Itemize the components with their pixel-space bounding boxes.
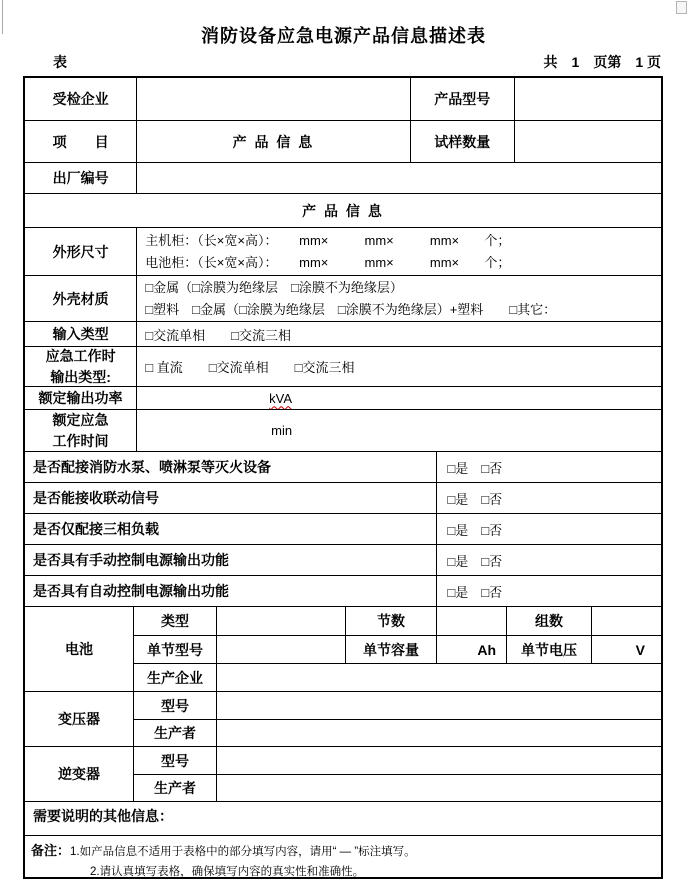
battery-cell-count-label: 节数 <box>345 607 436 635</box>
row-input-type <box>25 321 661 346</box>
page-edge-artifact-right <box>676 1 687 14</box>
dimensions-battery-cabinet-line[interactable]: 电池柜：（长×宽×高）： mm× mm× mm× 个； <box>145 254 511 270</box>
battery-type-value-cell[interactable] <box>216 607 345 635</box>
remarks-line-2: 2.请认真填写表格，确保填写内容的真实性和准确性。 <box>90 865 365 878</box>
question-auto-control-label: 是否具有自动控制电源输出功能 <box>33 583 229 599</box>
battery-cell-capacity-unit[interactable]: Ah <box>436 636 506 663</box>
casing-material-label: 外壳材质 <box>52 290 109 307</box>
inverter-group-label: 逆变器 <box>58 766 100 782</box>
inspected-company-label: 受检企业 <box>52 91 109 107</box>
inverter-producer-label: 生产者 <box>133 775 216 801</box>
rated-output-power-label: 额定输出功率 <box>38 390 123 406</box>
table-meta-line <box>23 52 663 72</box>
question-three-phase-load-label: 是否仅配接三相负载 <box>33 521 159 537</box>
row-inspected-company <box>25 78 661 120</box>
battery-group-count-label: 组数 <box>506 607 591 635</box>
row-question-manual-control <box>25 544 661 575</box>
row-casing-material <box>25 275 661 321</box>
inverter-model-label: 型号 <box>133 747 216 774</box>
row-other-info <box>25 801 661 835</box>
inspected-company-value-cell[interactable] <box>136 78 409 120</box>
rated-emergency-time-label-line2: 工作时间 <box>52 432 109 449</box>
remarks-block <box>25 836 661 877</box>
section-banner: 产 品 信 息 <box>302 202 384 219</box>
row-factory-number <box>25 162 661 193</box>
product-model-label: 产品型号 <box>410 78 514 120</box>
transformer-model-value-cell[interactable] <box>216 692 661 719</box>
question-fire-pump-label: 是否配接消防水泵、喷淋泵等灭火设备 <box>33 459 271 475</box>
row-item <box>25 120 661 162</box>
battery-cell-model-label: 单节型号 <box>133 636 216 663</box>
battery-cell-model-value-cell[interactable] <box>216 636 345 663</box>
rated-emergency-time-label-line1: 额定应急 <box>52 412 109 429</box>
transformer-producer-label: 生产者 <box>133 720 216 746</box>
factory-number-value-cell[interactable] <box>136 163 661 193</box>
factory-number-label: 出厂编号 <box>52 170 109 186</box>
dimensions-main-cabinet-line[interactable]: 主机柜：（长×宽×高）： mm× mm× mm× 个； <box>145 233 511 249</box>
transformer-model-label: 型号 <box>133 692 216 719</box>
item-value: 产 品 信 息 <box>136 121 409 162</box>
row-rated-output-power <box>25 386 661 409</box>
battery-cell-capacity-label: 单节容量 <box>345 636 436 663</box>
row-output-type <box>25 346 661 386</box>
sample-quantity-label: 试样数量 <box>410 121 514 162</box>
table-prefix-label: 表 <box>53 54 67 70</box>
battery-manufacturer-label: 生产企业 <box>133 664 216 691</box>
inverter-model-value-cell[interactable] <box>216 747 661 774</box>
battery-group-label: 电池 <box>65 641 93 657</box>
question-fire-pump-answer[interactable]: □是 □否 <box>436 452 661 482</box>
other-info-label[interactable]: 需要说明的其他信息： <box>33 808 173 824</box>
page-title: 消防设备应急电源产品信息描述表 <box>201 26 486 46</box>
output-type-label-line2: 输出类型: <box>50 368 111 385</box>
product-model-value-cell[interactable] <box>514 78 661 120</box>
dimensions-label: 外形尺寸 <box>52 243 109 260</box>
casing-option-line-2[interactable]: □塑料 □金属（□涂膜为绝缘层 □涂膜不为绝缘层）+塑料 □其它： <box>145 301 557 317</box>
question-linkage-signal-label: 是否能接收联动信号 <box>33 490 159 506</box>
battery-group-count-value-cell[interactable] <box>591 607 661 635</box>
question-manual-control-label: 是否具有手动控制电源输出功能 <box>33 552 229 568</box>
sample-quantity-value-cell[interactable] <box>514 121 661 162</box>
row-question-three-phase-load <box>25 513 661 544</box>
section-battery <box>25 606 661 691</box>
remarks-label: 备注： <box>31 843 71 858</box>
battery-cell-count-value-cell[interactable] <box>436 607 506 635</box>
transformer-group-label: 变压器 <box>58 711 100 727</box>
page-count-info: 共 1 页第 1 页 <box>543 54 661 70</box>
rated-output-power-unit[interactable]: kVA <box>269 390 292 406</box>
battery-manufacturer-value-cell[interactable] <box>216 664 661 691</box>
battery-cell-voltage-label: 单节电压 <box>506 636 591 663</box>
casing-option-line-1[interactable]: □金属（□涂膜为绝缘层 □涂膜不为绝缘层） <box>145 280 403 296</box>
row-remarks <box>25 835 661 877</box>
row-question-auto-control <box>25 575 661 606</box>
product-description-form <box>23 76 663 879</box>
inverter-producer-value-cell[interactable] <box>216 775 661 801</box>
remarks-line-1: 1.如产品信息不适用于表格中的部分填写内容，请用“ — ”标注填写。 <box>70 846 416 858</box>
rated-emergency-time-unit[interactable]: min <box>271 423 293 438</box>
question-linkage-signal-answer[interactable]: □是 □否 <box>436 483 661 513</box>
item-label: 项 目 <box>52 133 109 150</box>
input-type-label: 输入类型 <box>52 326 109 342</box>
output-type-label-line1: 应急工作时 <box>45 348 116 365</box>
transformer-producer-value-cell[interactable] <box>216 720 661 746</box>
battery-type-label: 类型 <box>133 607 216 635</box>
question-three-phase-load-answer[interactable]: □是 □否 <box>436 514 661 544</box>
question-auto-control-answer[interactable]: □是 □否 <box>436 576 661 606</box>
row-question-linkage-signal <box>25 482 661 513</box>
row-question-fire-pump <box>25 451 661 482</box>
row-dimensions <box>25 227 661 275</box>
output-type-options[interactable]: □ 直流 □交流单相 □交流三相 <box>136 347 661 386</box>
question-manual-control-answer[interactable]: □是 □否 <box>436 545 661 575</box>
input-type-options[interactable]: □交流单相 □交流三相 <box>136 322 661 346</box>
battery-cell-voltage-unit[interactable]: V <box>591 636 661 663</box>
row-section-banner <box>25 193 661 227</box>
section-transformer <box>25 691 661 746</box>
section-inverter <box>25 746 661 801</box>
row-rated-emergency-time <box>25 409 661 451</box>
